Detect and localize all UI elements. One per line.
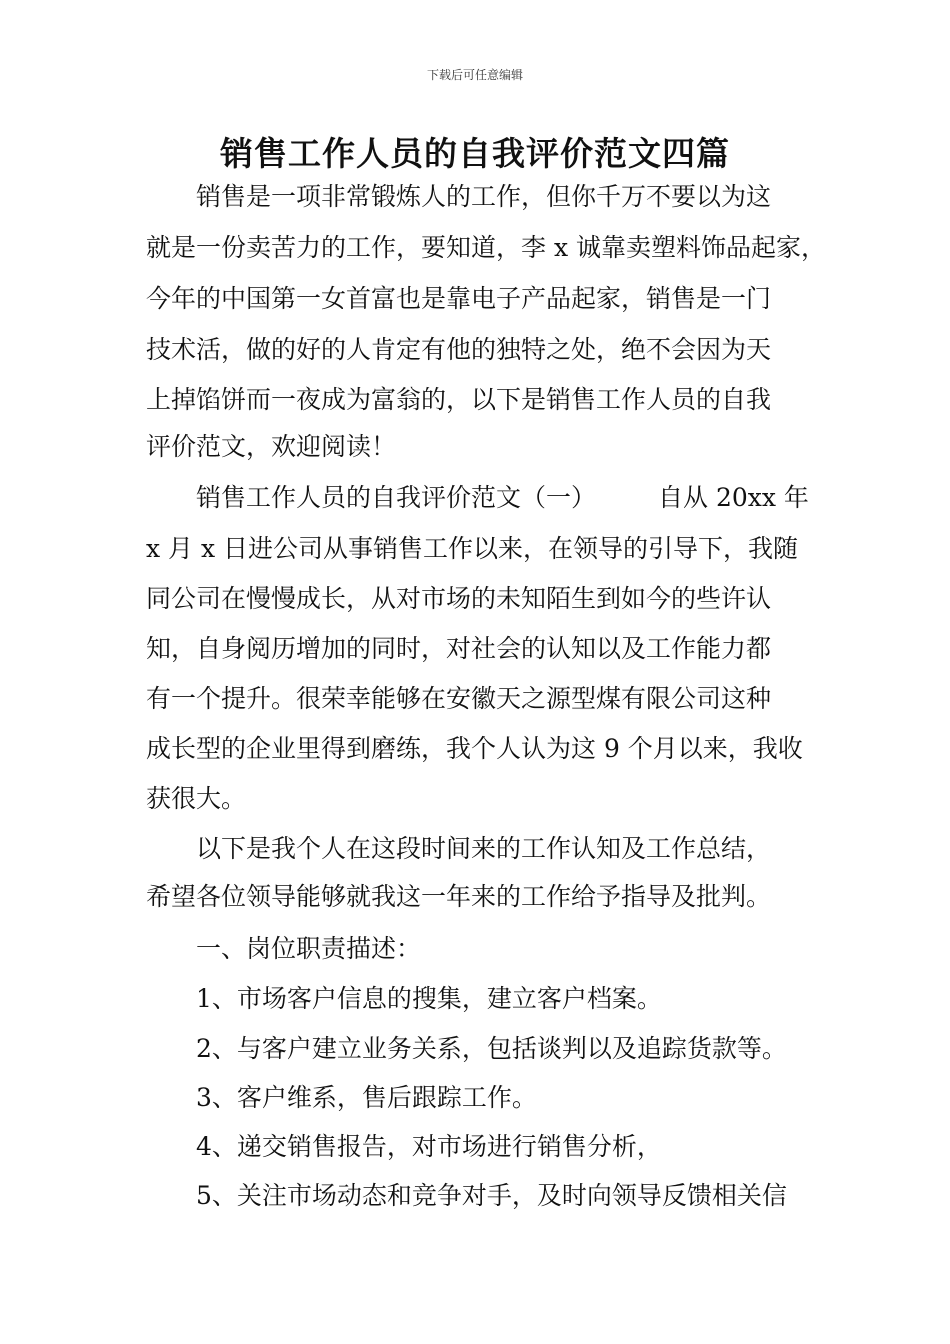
- paragraph-line: 知，自身阅历增加的同时，对社会的认知以及工作能力都: [146, 634, 772, 663]
- list-item: 5、关注市场动态和竞争对手，及时向领导反馈相关信: [196, 1181, 787, 1210]
- paragraph-line: 今年的中国第一女首富也是靠电子产品起家，销售是一门: [146, 284, 772, 313]
- paragraph-line: 销售是一项非常锻炼人的工作，但你千万不要以为这: [196, 182, 772, 211]
- document-title: 销售工作人员的自我评价范文四篇: [220, 134, 730, 173]
- list-item: 3、客户维系，售后跟踪工作。: [196, 1083, 537, 1112]
- paragraph-line: x 月 x 日进公司从事销售工作以来，在领导的引导下，我随: [146, 534, 799, 563]
- paragraph-line: 技术活，做的好的人肯定有他的独特之处，绝不会因为天: [146, 335, 772, 364]
- list-item: 1、市场客户信息的搜集，建立客户档案。: [196, 984, 662, 1013]
- section-heading-line: [196, 481, 809, 515]
- paragraph-line: 有一个提升。很荣幸能够在安徽天之源型煤有限公司这种: [146, 684, 772, 713]
- paragraph-line: 评价范文，欢迎阅读！: [146, 432, 397, 461]
- section-heading: 销售工作人员的自我评价范文（一）: [196, 483, 597, 512]
- paragraph-line: 获很大。: [146, 784, 247, 813]
- paragraph-line: 自从 20xx 年: [658, 483, 809, 512]
- list-item: 2、与客户建立业务关系，包括谈判以及追踪货款等。: [196, 1034, 787, 1063]
- paragraph-line: 希望各位领导能够就我这一年来的工作给予指导及批判。: [146, 882, 772, 911]
- paragraph-line: 同公司在慢慢成长，从对市场的未知陌生到如今的些许认: [146, 584, 772, 613]
- header-note: 下载后可任意编辑: [426, 68, 523, 82]
- paragraph-line: 成长型的企业里得到磨练，我个人认为这 9 个月以来，我收: [146, 734, 803, 763]
- paragraph-line: 就是一份卖苦力的工作，要知道，李 x 诚靠卖塑料饰品起家，: [146, 233, 826, 262]
- paragraph-line: 以下是我个人在这段时间来的工作认知及工作总结，: [196, 834, 772, 863]
- list-item: 4、递交销售报告，对市场进行销售分析，: [196, 1132, 662, 1161]
- list-heading: 一、岗位职责描述：: [196, 934, 422, 963]
- paragraph-line: 上掉馅饼而一夜成为富翁的，以下是销售工作人员的自我: [146, 385, 772, 414]
